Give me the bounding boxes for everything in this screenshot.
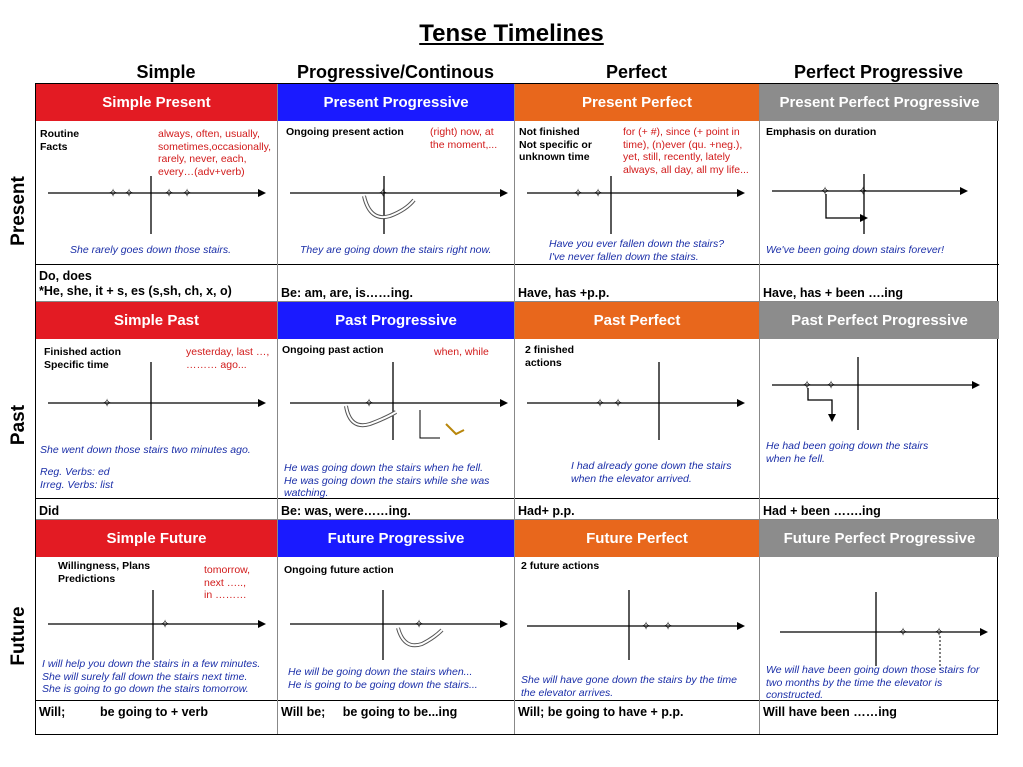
use-text: 2 future actions [521, 560, 600, 572]
timeline [760, 520, 999, 734]
column-header-perfect: Perfect [605, 62, 668, 82]
use-text: Willingness, Plans Predictions [58, 560, 151, 585]
cell-present-perfect-progressive [760, 84, 999, 301]
form-text: Had + been …….ing [763, 504, 881, 518]
row-label-past: Past [8, 404, 29, 446]
cell-present-progressive [278, 84, 515, 301]
tense-grid [35, 83, 998, 735]
example-sentence: She rarely goes down those stairs. [70, 244, 232, 256]
use-text: 2 finished actions [525, 344, 575, 369]
cell-future-progressive [278, 519, 515, 734]
divider [278, 498, 514, 499]
cell-header: Future Perfect Progressive [760, 520, 999, 557]
form-text: Have, has +p.p. [518, 286, 610, 300]
example-sentence: He had been going down the stairs when he fell. [766, 440, 929, 465]
timeline [760, 84, 999, 301]
example-sentence: She went down those stairs two minutes ago. [40, 444, 251, 456]
use-text: Finished action Specific time [44, 346, 122, 371]
use-text: Routine Facts [40, 128, 80, 153]
cell-header: Present Perfect Progressive [760, 84, 999, 121]
cell-header: Simple Past [36, 302, 277, 339]
timeline [278, 520, 515, 734]
divider [760, 498, 999, 499]
form-text: Had+ p.p. [518, 504, 575, 518]
signal-words: (right) now, at the moment,... [430, 126, 498, 151]
example-sentence: I had already gone down the stairs when the elevator arrived. [571, 460, 732, 485]
divider [36, 264, 277, 265]
signal-words: when, while [434, 346, 489, 358]
divider [515, 498, 759, 499]
svg-text:✧: ✧ [593, 186, 604, 200]
timeline [515, 520, 760, 734]
svg-text:✧: ✧ [160, 617, 171, 631]
page-title: Tense Timelines [419, 20, 604, 47]
cell-future-perfect [515, 519, 760, 734]
example-sentence: I will help you down the stairs in a few minutes. She will surely fall down the stairs next time. She is going to go down the stairs tomorrow. [42, 658, 261, 695]
cell-present-perfect [515, 84, 760, 301]
divider [36, 498, 277, 499]
use-text: Ongoing past action [282, 344, 384, 356]
svg-text:✧: ✧ [858, 184, 869, 198]
form-text: Have, has + been ….ing [763, 286, 903, 300]
cell-header: Simple Future [36, 520, 277, 557]
cell-header: Future Perfect [515, 520, 759, 557]
form-text: Be: am, are, is……ing. [281, 286, 413, 300]
verb-note: Reg. Verbs: ed Irreg. Verbs: list [40, 466, 114, 491]
svg-text:✧: ✧ [573, 186, 584, 200]
form-text: Will be; be going to be...ing [281, 705, 458, 719]
form-text: Will; be going to + verb [39, 705, 208, 719]
cell-header: Past Progressive [278, 302, 514, 339]
divider [515, 264, 759, 265]
divider [36, 700, 277, 701]
cell-future-simple [36, 519, 278, 734]
cell-past-perfect [515, 301, 760, 519]
svg-text:✧: ✧ [102, 396, 113, 410]
form-text: Did [39, 504, 60, 518]
timeline [515, 84, 760, 301]
cell-header: Past Perfect [515, 302, 759, 339]
signal-words: tomorrow, next ….., in ……… [204, 564, 251, 601]
divider [515, 700, 759, 701]
cell-past-perfect-progressive [760, 301, 999, 519]
cell-header: Past Perfect Progressive [760, 302, 999, 339]
svg-text:✧: ✧ [826, 378, 837, 392]
svg-text:✧: ✧ [820, 184, 831, 198]
column-header-simple: Simple [136, 62, 196, 82]
svg-text:✧: ✧ [124, 186, 135, 200]
timeline [515, 302, 760, 519]
cell-header: Present Progressive [278, 84, 514, 121]
svg-text:✧: ✧ [934, 625, 945, 639]
timeline [760, 302, 999, 519]
example-sentence: We've been going down stairs forever! [766, 244, 945, 256]
form-text: Will have been ……ing [763, 705, 897, 719]
svg-text:✧: ✧ [663, 619, 674, 633]
cell-future-perfect-progressive [760, 519, 999, 734]
svg-text:✧: ✧ [164, 186, 175, 200]
example-sentence: He was going down the stairs when he fell. He was going down the stairs while she was watching. [284, 462, 490, 499]
timeline [278, 84, 515, 301]
example-sentence: We will have been going down those stairs for two months by the time the elevator is constructed. [766, 664, 980, 701]
example-sentence: They are going down the stairs right now. [300, 244, 492, 256]
form-text: Be: was, were……ing. [281, 504, 411, 518]
form-text: Will; be going to have + p.p. [518, 705, 684, 719]
use-text: Ongoing present action [286, 126, 404, 138]
column-header-progressive: Progressive/Continous [296, 62, 495, 82]
signal-words: for (+ #), since (+ point in time), (n)ever (qu. +neg.), yet, still, recently, lately always, all day, all my life... [623, 126, 749, 176]
row-label-present: Present [8, 176, 29, 246]
divider [760, 264, 999, 265]
cell-header: Simple Present [36, 84, 277, 121]
example-sentence: He will be going down the stairs when... He is going to be going down the stairs... [288, 666, 478, 691]
svg-text:✧: ✧ [364, 396, 375, 410]
cell-header: Future Progressive [278, 520, 514, 557]
example-sentence: Have you ever fallen down the stairs? I've never fallen down the stairs. [549, 238, 725, 263]
svg-text:✧: ✧ [182, 186, 193, 200]
cell-past-simple [36, 301, 278, 519]
use-text: Emphasis on duration [766, 126, 877, 138]
cell-present-simple [36, 84, 278, 301]
svg-text:✧: ✧ [898, 625, 909, 639]
example-sentence: She will have gone down the stairs by the time the elevator arrives. [521, 674, 737, 699]
svg-text:✧: ✧ [641, 619, 652, 633]
cell-past-progressive [278, 301, 515, 519]
svg-text:✧: ✧ [613, 396, 624, 410]
divider [760, 700, 999, 701]
use-text: Not finished Not specific or unknown time [519, 126, 592, 163]
svg-text:✧: ✧ [414, 617, 425, 631]
signal-words: yesterday, last …, ……… ago... [186, 346, 270, 371]
svg-text:✧: ✧ [378, 186, 389, 200]
form-text: Do, does *He, she, it + s, es (s,sh, ch, x, o) [39, 269, 232, 298]
signal-words: always, often, usually, sometimes,occasionally, rarely, never, each, every…(adv+verb) [158, 128, 272, 178]
use-text: Ongoing future action [284, 564, 394, 576]
svg-text:✧: ✧ [802, 378, 813, 392]
svg-text:✧: ✧ [595, 396, 606, 410]
cell-header: Present Perfect [515, 84, 759, 121]
divider [278, 264, 514, 265]
column-header-perfect-progressive: Perfect Progressive [793, 62, 964, 82]
svg-text:✧: ✧ [108, 186, 119, 200]
divider [278, 700, 514, 701]
timeline [36, 520, 278, 734]
row-label-future: Future [8, 606, 29, 666]
